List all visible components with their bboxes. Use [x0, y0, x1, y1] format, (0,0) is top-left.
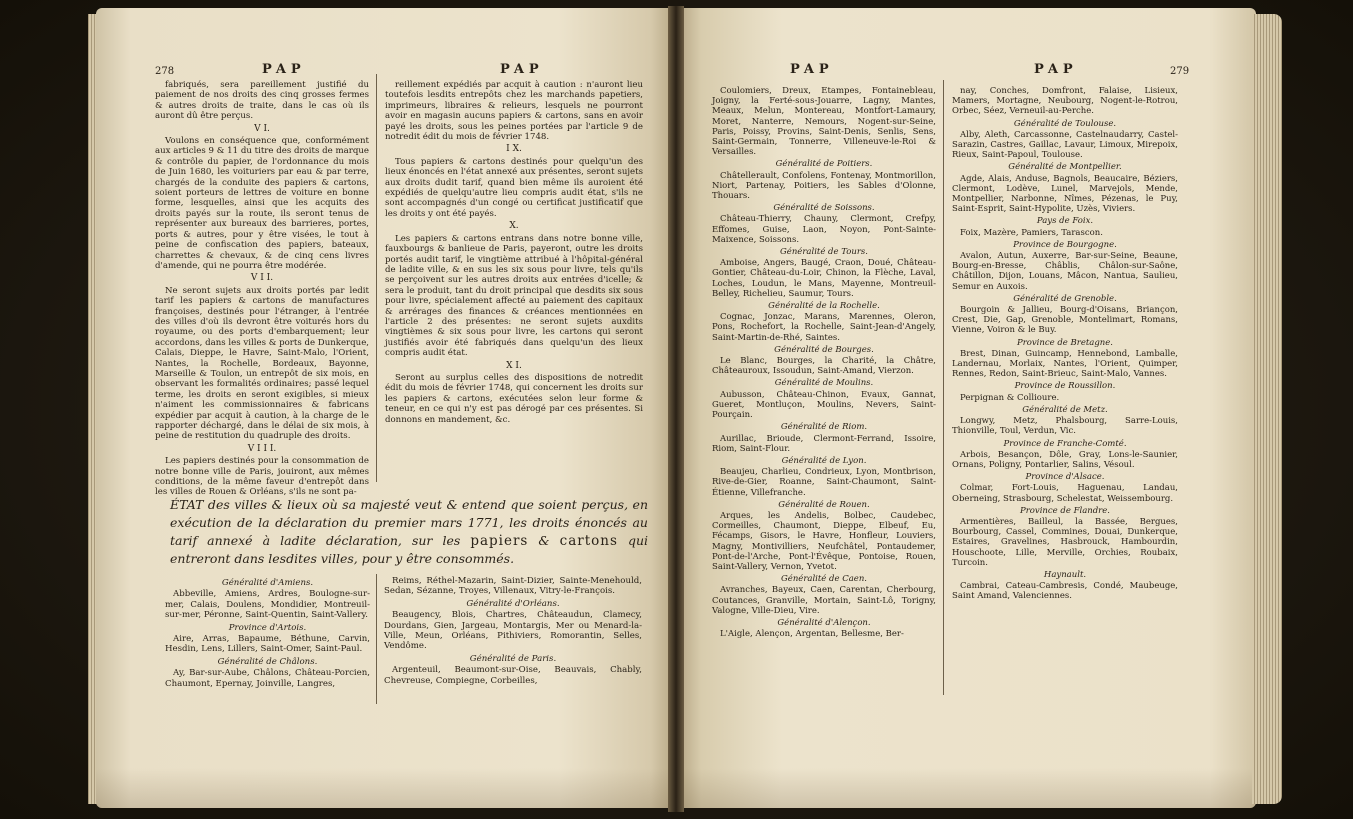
left-column-2: [385, 80, 643, 425]
town-list: Argenteuil, Beaumont-sur-Oise, Beauvais, Chably, Chevreuse, Compiegne, Corbeilles,: [384, 665, 642, 686]
region-heading: Généralité d'Alençon.: [777, 617, 871, 628]
etat-title-pre: ÉTAT des villes & lieux où sa majesté veut & entend que soient perçus, en exécution de la déclaration du premier mars 1771, les droits énoncés au tarif annexé à ladite déclaration, sur les: [170, 497, 648, 548]
region-heading: Généralité de Metz.: [1022, 404, 1108, 415]
etat-title-mid: &: [528, 533, 560, 548]
region-heading: Province de Franche-Comté.: [1003, 438, 1127, 449]
town-list: Avalon, Autun, Auxerre, Bar-sur-Seine, Beaune, Bourg-en-Bresse, Châblis, Châlon-sur-Saône, Châtillon, Dijon, Louans, Mâcon, Nantua, Saulieu, Semur en Auxois.: [952, 251, 1178, 292]
right-column-2: [952, 86, 1178, 603]
paragraph: Ne seront sujets aux droits portés par ledit tarif les papiers & cartons de manufactures françoises, destinés pour l'étranger, à l'entrée des villes d'où ils devront être voiturés hors du royaume, ou des ports d'embarquement; leur accordons, dans les villes & ports de Dunkerque, Calais, Dieppe, le Havre, Saint-Malo, l'Orient, Nantes, la Rochelle, Bordeaux, Bayonne, Marseille & Toulon, un entrepôt de six mois, en observant les formalités ordinaires; passé lequel terme, les droits en seront exigibles, si mieux n'aiment les commissionnaires & fabricans expédier par acquit à caution, à la charge de le rapporter déchargé, dans le délai de six mois, à peine de restitution du quadruple des droits.: [155, 285, 370, 442]
town-list: Cambrai, Cateau-Cambresis, Condé, Maubeuge, Saint Amand, Valenciennes.: [952, 581, 1178, 602]
town-list: Bourgoin & Jallieu, Bourg-d'Oisans, Briançon, Crest, Die, Gap, Grenoble, Montelimart, Romans, Vienne, Voiron & le Buy.: [952, 305, 1178, 336]
right-page-number: 279: [1170, 66, 1190, 77]
region-heading: Généralité de Poitiers.: [775, 159, 873, 170]
article-number: V I.: [254, 123, 270, 134]
column-rule: [376, 574, 377, 704]
town-list: Longwy, Metz, Phalsbourg, Sarre-Louis, Thionville, Toul, Verdun, Vic.: [952, 416, 1178, 437]
article-number: V I I.: [250, 273, 274, 284]
region-heading: Généralité de Moulins.: [774, 378, 874, 389]
region-heading: Province de Flandre.: [1020, 505, 1110, 516]
etat-column-2: [384, 576, 642, 687]
etat-title-papiers: papiers: [470, 533, 529, 549]
article-number: V I I I.: [247, 443, 277, 454]
region-heading: Généralité de Bourges.: [774, 344, 874, 355]
region-heading: Province d'Artois.: [228, 622, 307, 633]
article-number: X.: [509, 221, 519, 232]
region-heading: Province de Bretagne.: [1016, 337, 1114, 348]
region-heading: Province de Roussillon.: [1014, 381, 1116, 392]
right-header-left: PAP: [790, 62, 834, 77]
paragraph: reillement expédiés par acquit à caution : n'auront lieu toutefois lesdits entrepôts chez les marchands papetiers, imprimeurs, libraires & relieurs, lesquels ne pourront avoir en magasin aucuns papiers & cartons, sans en avoir payé les droits, sous les peines portées par l'article 9 de notredit édit du mois de février 1748.: [385, 80, 643, 143]
town-list: nay, Conches, Domfront, Falaise, Lisieux, Mamers, Mortagne, Neubourg, Nogent-le-Rotrou, Orbec, Séez, Verneuil-au-Perche.: [952, 86, 1178, 117]
etat-heading: [170, 496, 648, 568]
paragraph: fabriqués, sera pareillement justifié du paiement de nos droits des cinq grosses fermes & autres droits de traite, dans le cas où ils auront dû être perçus.: [155, 80, 369, 122]
town-list: Arques, les Andelis, Bolbec, Caudebec, Cormeilles, Chaumont, Dieppe, Elbeuf, Eu, Fécamps, Gisors, le Havre, Honfleur, Louviers, Magny, Montivilliers, Neufchâtel, Pontaudemer, Pont-de-l'Arche, Pont-l'Évêque, Pontoise, Rouen, Saint-Vallery, Vernon, Yvetot.: [712, 510, 936, 572]
town-list: Aurillac, Brioude, Clermont-Ferrand, Issoire, Riom, Saint-Flour.: [712, 433, 936, 454]
left-header-right: PAP: [500, 62, 544, 77]
article-number: I X.: [506, 144, 522, 155]
column-rule: [376, 74, 377, 482]
town-list: Cognac, Jonzac, Marans, Marennes, Oleron, Pons, Rochefort, la Rochelle, Saint-Jean-d'Angely, Saint-Martin-de-Rhé, Saintes.: [712, 312, 936, 343]
article-number: X I.: [506, 360, 522, 371]
region-heading: Généralité de Caen.: [781, 574, 867, 585]
paragraph: Les papiers destinés pour la consommation de notre bonne ville de Paris, jouiront, aux mêmes conditions, de la même faveur d'entrepôt dans les villes de Rouen & Orléans, s'ils ne sont pa-: [155, 456, 369, 498]
town-list: Beaujeu, Charlieu, Condrieux, Lyon, Montbrison, Rive-de-Gier, Roanne, Saint-Chaumont, Saint-Étienne, Villefranche.: [712, 467, 936, 498]
paragraph: Voulons en conséquence que, conformément aux articles 9 & 11 du titre des droits de marque & contrôle du papier, de l'ordonnance du mois de Juin 1680, les voituriers par eau & par terre, chargés de la conduite des papiers & cartons, soient porteurs de lettres de voiture en bonne forme, lesquelles, ainsi que les acquits des droits payés sur la route, ils seront tenus de représenter aux bureaux des barrieres, portes, ports & autres, pour y être visées, le tout à peine de confiscation des papiers, bateaux, charrettes & chevaux, & de cinq cens livres d'amende, qui ne pourra être modérée.: [155, 136, 369, 271]
region-heading: Généralité de Rouen.: [778, 499, 870, 510]
right-column-1: [712, 86, 936, 640]
town-list: Reims, Réthel-Mazarin, Saint-Dizier, Sainte-Menehould, Sedan, Sézanne, Troyes, Villenaux, Vitry-le-François.: [384, 576, 642, 597]
left-page-number: 278: [155, 66, 175, 77]
region-heading: Province d'Alsace.: [1025, 472, 1105, 483]
town-list: Aire, Arras, Bapaume, Béthune, Carvin, Hesdin, Lens, Lillers, Saint-Omer, Saint-Paul.: [165, 634, 370, 655]
town-list: Alby, Aleth, Carcassonne, Castelnaudarry, Castel-Sarazin, Castres, Gaillac, Lavaur, Limoux, Mirepoix, Rieux, Saint-Papoul, Toulouse.: [952, 129, 1178, 161]
region-heading: Province de Bourgogne.: [1013, 239, 1117, 250]
left-column-1: [155, 80, 369, 498]
town-list: Colmar, Fort-Louis, Haguenau, Landau, Oberneing, Strasbourg, Schelestat, Weissembourg.: [952, 483, 1178, 504]
region-heading: Généralité de Lyon.: [781, 455, 867, 466]
etat-column-1: [165, 576, 370, 690]
region-heading: Généralité de Riom.: [780, 422, 868, 433]
town-list: Amboise, Angers, Baugé, Craon, Doué, Château-Gontier, Château-du-Loir, Chinon, la Flèche, Laval, Loches, Loudun, le Mans, Mayenne, Montreuil-Belley, Richelieu, Saumur, Tours.: [712, 258, 936, 299]
region-heading: Généralité d'Amiens.: [221, 578, 314, 588]
town-list: Foix, Mazère, Pamiers, Tarascon.: [960, 227, 1103, 238]
region-heading: Généralité de Tours.: [780, 247, 868, 258]
town-list: Aubusson, Château-Chinon, Evaux, Gannat, Gueret, Montluçon, Moulins, Nevers, Saint-Pourçain.: [712, 389, 936, 421]
town-list: Armentières, Bailleul, la Bassée, Bergues, Bourbourg, Cassel, Commines, Douai, Dunkerque, Estaires, Gravelines, Hasbrouck, Hambourdin, Houschoote, Lille, Merville, Orchies, Roubaix, Turcoin.: [952, 516, 1178, 568]
right-header-right: PAP: [1034, 62, 1078, 77]
region-heading: Généralité de Châlons.: [217, 656, 318, 667]
paragraph: Seront au surplus celles des dispositions de notredit édit du mois de février 1748, qui concernent les droits sur les papiers & cartons, exécutées selon leur forme & teneur, en ce qui n'y est pas dérogé par ces présentes. Si donnons en mandement, &c.: [385, 372, 643, 425]
paragraph: Tous papiers & cartons destinés pour quelqu'un des lieux énoncés en l'état annexé aux présentes, seront sujets aux droits dudit tarif, quand bien même ils auroient été expédiés de quelqu'autre lieu compris audit état, s'ils ne sont accompagnés d'un congé ou certificat justificatif que les droits y ont été payés.: [385, 156, 643, 219]
paragraph: Les papiers & cartons entrans dans notre bonne ville, fauxbourgs & banlieue de Paris, payeront, outre les droits portés audit tarif, le vingtième attribué à l'hôpital-général de ladite ville, & en sus les six sous pour livre, tels qu'ils se perçoivent sur les autres droits aux entrées d'icelle; & sera le produit, tant du droit principal que desdits six sous pour livre, spécialement affecté au paiement des capitaux & arrérages des finances & créances mentionnées en l'article 2 des présentes: ne seront sujets auxdits vingtièmes & six sous pour livre, les cartons qui seront justifiés avoir été fabriqués dans quelqu'un des lieux compris audit état.: [385, 233, 643, 359]
town-list: Agde, Alais, Anduse, Bagnols, Beaucaire, Béziers, Clermont, Lodève, Lunel, Marvejols, Mende, Montpellier, Narbonne, Nîmes, Pézenas, le Puy, Saint-Esprit, Saint-Hypolite, Uzès, Viviers.: [952, 173, 1178, 215]
town-list: Château-Thierry, Chauny, Clermont, Crefpy, Effomes, Guise, Laon, Noyon, Pont-Sainte-Maixence, Soissons.: [712, 214, 936, 245]
region-heading: Haynault.: [1043, 569, 1087, 580]
region-heading: Généralité de Montpellier.: [1008, 162, 1122, 173]
town-list: Ay, Bar-sur-Aube, Châlons, Château-Porcien, Chaumont, Epernay, Joinville, Langres,: [165, 668, 370, 689]
etat-title-post: qui entreront dans lesdites villes, pour y être consommés.: [170, 533, 649, 566]
town-list: Perpignan & Collioure.: [960, 392, 1060, 403]
town-list: Beaugency, Blois, Chartres, Châteaudun, Clamecy, Dourdans, Gien, Jargeau, Montargis, Mer ou Menard-la-Ville, Meun, Orléans, Pithiviers, Romorantin, Selles, Vendôme.: [384, 610, 642, 652]
region-heading: Généralité de Soissons.: [773, 203, 875, 214]
region-heading: Pays de Foix.: [1036, 216, 1094, 227]
region-heading: Généralité d'Orléans.: [466, 598, 560, 609]
region-heading: Généralité de Grenoble.: [1013, 293, 1117, 304]
town-list: L'Aigle, Alençon, Argentan, Bellesme, Ber-: [720, 629, 904, 640]
page-shade: [96, 768, 674, 808]
left-header-left: PAP: [262, 62, 306, 77]
town-list: Châtellerault, Confolens, Fontenay, Montmorillon, Niort, Partenay, Poitiers, les Sables d'Olonne, Thouars.: [712, 170, 936, 202]
town-list: Abbeville, Amiens, Ardres, Boulogne-sur-mer, Calais, Doulens, Mondidier, Montreuil-sur-mer, Péronne, Saint-Quentin, Saint-Vallery.: [165, 589, 370, 621]
town-list: Coulomiers, Dreux, Etampes, Fontainebleau, Joigny, la Ferté-sous-Jouarre, Lagny, Mantes, Meaux, Melun, Montereau, Montfort-Lamaury, Moret, Nanterre, Nemours, Nogent-sur-Seine, Paris, Poissy, Provins, Saint-Denis, Senlis, Sens, Saint-Germain, Tonnerre, Villeneuve-le-Roi & Versailles.: [712, 86, 936, 158]
town-list: Le Blanc, Bourges, la Charité, la Châtre, Châteauroux, Issoudun, Saint-Amand, Vierzon.: [712, 356, 936, 377]
town-list: Avranches, Bayeux, Caen, Carentan, Cherbourg, Coutances, Granville, Mortain, Saint-Lô, Torigny, Valogne, Ville-Dieu, Vire.: [712, 585, 936, 616]
column-rule: [943, 80, 944, 695]
book-gutter: [668, 6, 684, 812]
region-heading: Généralité de Paris.: [469, 653, 557, 664]
page-shade: [678, 768, 1256, 808]
region-heading: Généralité de Toulouse.: [1013, 118, 1117, 129]
region-heading: Généralité de la Rochelle.: [768, 301, 880, 312]
etat-title-cartons: cartons: [559, 533, 618, 549]
town-list: Arbois, Besançon, Dôle, Gray, Lons-le-Saunier, Ornans, Poligny, Pontarlier, Salins, Vésoul.: [952, 449, 1178, 470]
page-edges-right: [1252, 14, 1282, 804]
town-list: Brest, Dinan, Guincamp, Hennebond, Lamballe, Landernau, Morlaix, Nantes, l'Orient, Quimper, Rennes, Redon, Saint-Brieuc, Saint-Malo, Vannes.: [952, 348, 1178, 380]
